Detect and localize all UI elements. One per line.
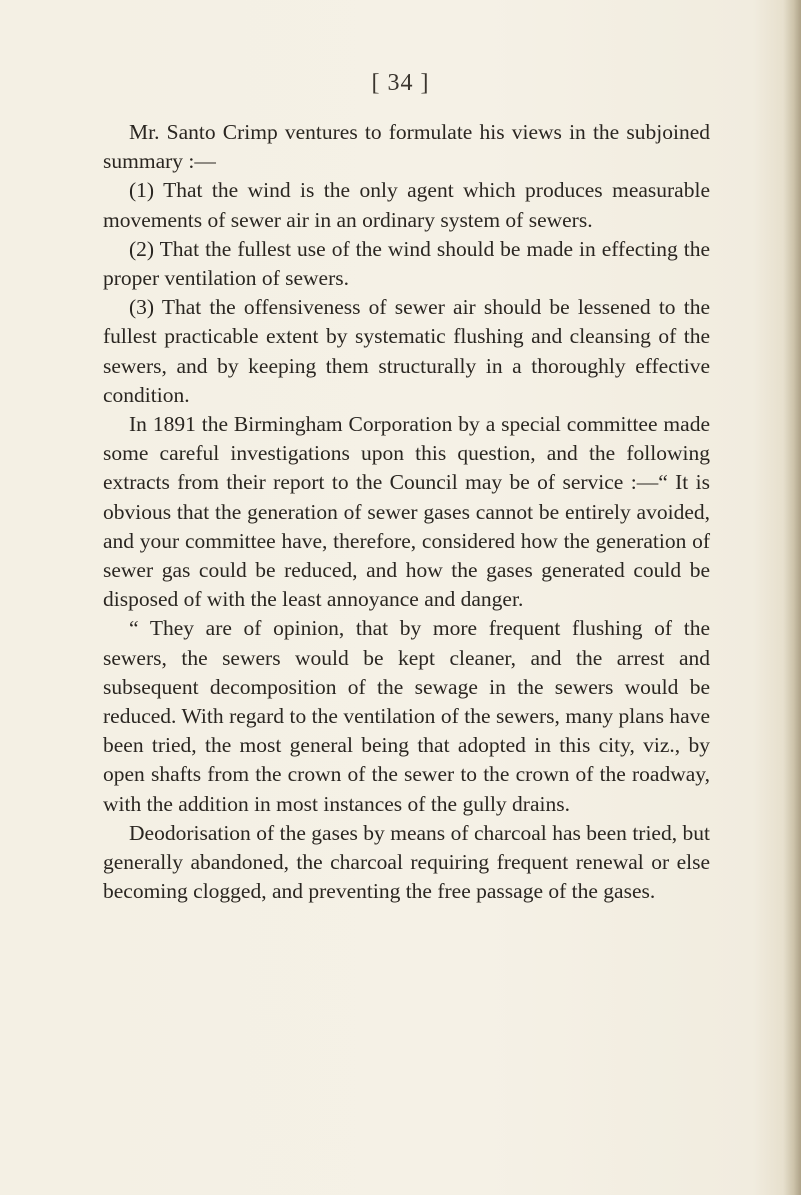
- paragraph-point-1: (1) That the wind is the only agent which produces measurable movements of sewer air in an ordinary system of sewers.: [103, 178, 710, 232]
- paragraph-point-3: (3) That the offensiveness of sewer air should be lessened to the fullest practicable extent by systematic flushing and cleansing of the sewers, and by keeping them structurally in a thoroughly effective condition.: [103, 295, 710, 407]
- page-binding-shadow: [783, 0, 801, 1195]
- paragraph-deodorisation: Deodorisation of the gases by means of charcoal has been tried, but generally abandoned, the charcoal requiring frequent renewal or else becoming clogged, and preventing the free passage of the gases.: [103, 820, 710, 904]
- page-number: [ 34 ]: [371, 70, 430, 96]
- body-text: [103, 118, 710, 906]
- paragraph-point-2: (2) That the fullest use of the wind should be made in effecting the proper ventilation of sewers.: [103, 236, 710, 291]
- paragraph-intro: Mr. Santo Crimp ventures to formulate his views in the subjoined summary :—: [103, 120, 710, 174]
- paragraph-birmingham: In 1891 the Birmingham Corporation by a special committee made some careful investigations upon this question, and the following extracts from their report to the Council may be of service :—“ It is obvious that the generation of sewer gases cannot be entirely avoided, and your committee have, therefore, considered how the generation of sewer gas could be reduced, and how the gases generated could be disposed of with the least annoyance and danger.: [103, 412, 710, 612]
- paragraph-opinion: “ They are of opinion, that by more frequent flushing of the sewers, the sewers would be kept cleaner, and the arrest and subsequent decomposition of the sewage in the sewers would be reduced. With regard to the ventilation of the sewers, many plans have been tried, the most general being that adopted in this city, viz., by open shafts from the crown of the sewer to the crown of the roadway, with the addition in most instances of the gully drains.: [103, 616, 710, 816]
